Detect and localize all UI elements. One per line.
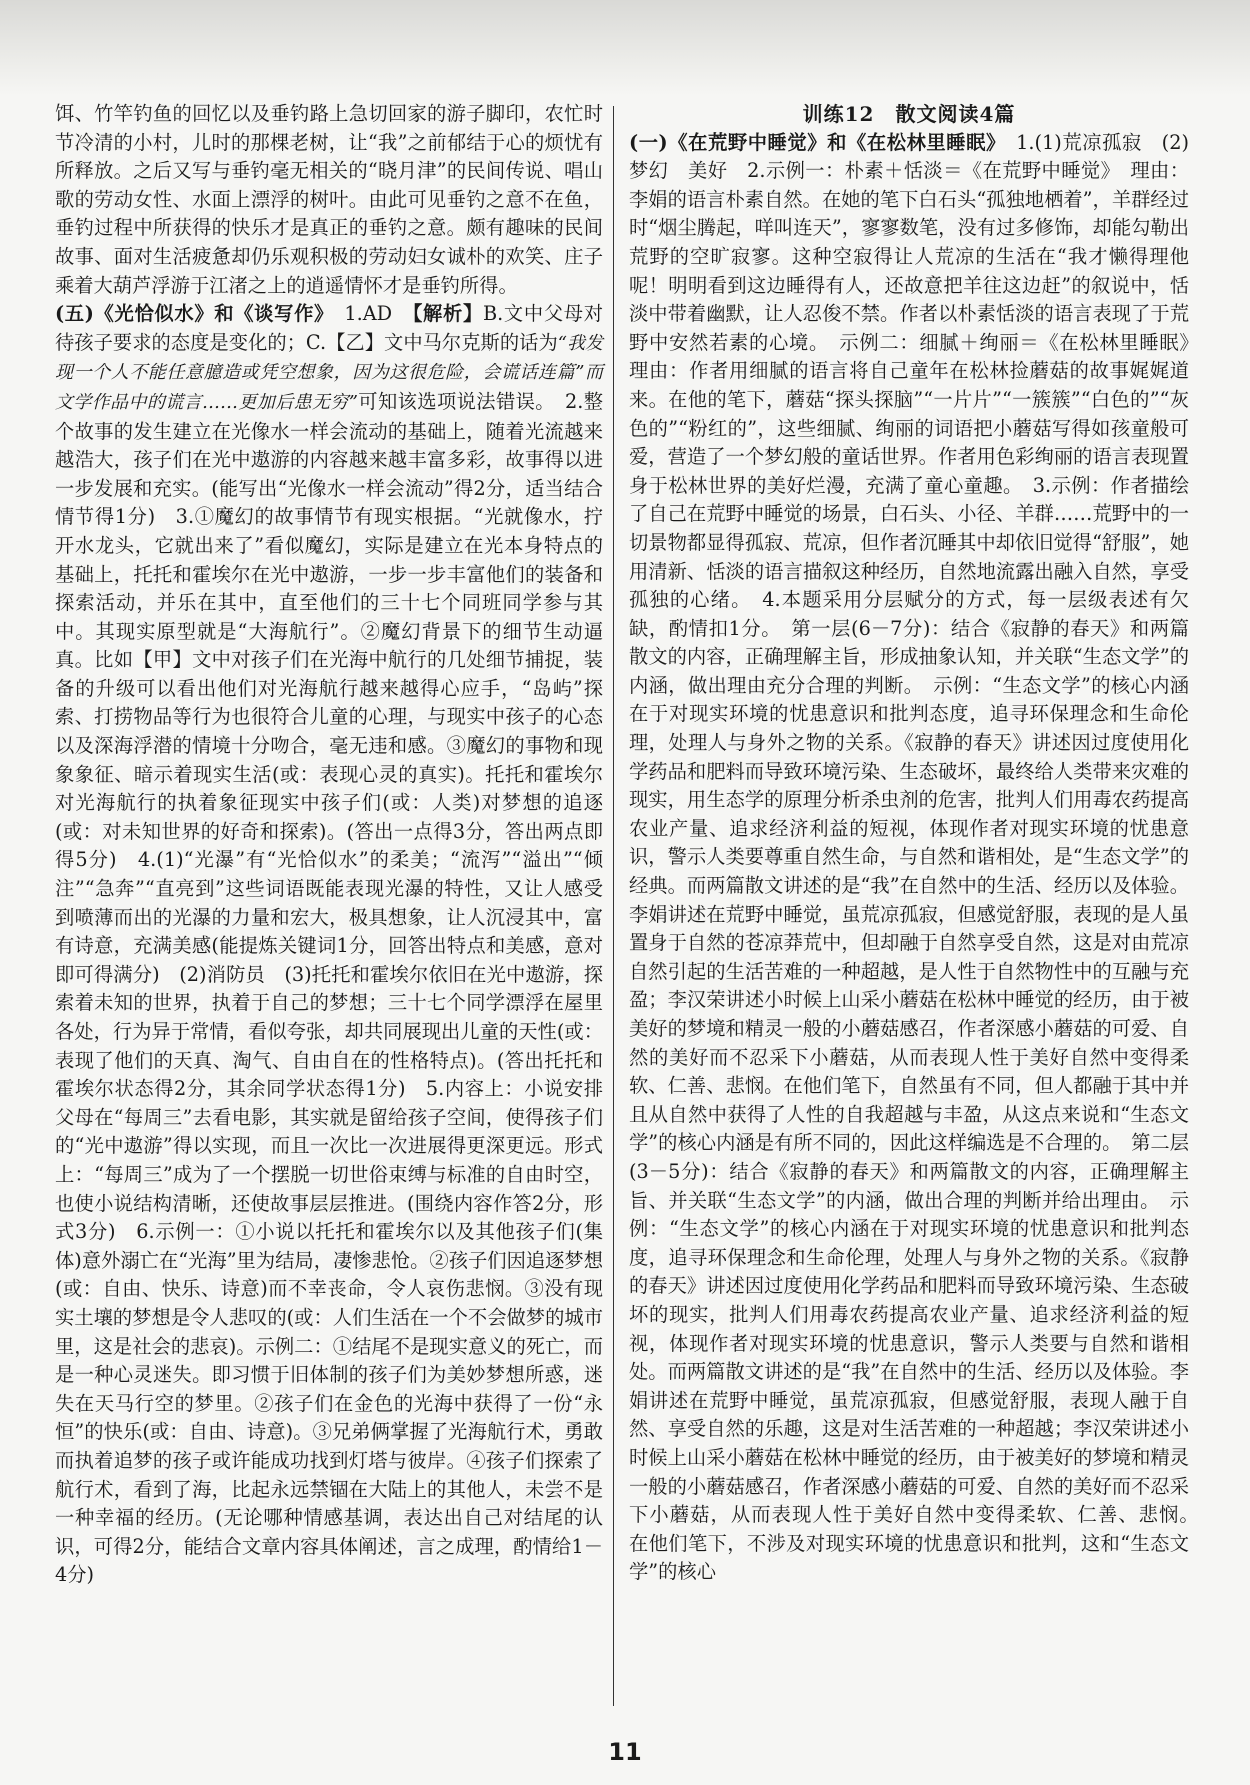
section-heading: (五)《光恰似水》和《谈写作》 bbox=[55, 302, 325, 326]
quoted-text: “我发现一个人不能任意臆造或凭空想象，因为这很危险，会谎话连篇”而文学作品中的谎言……更加后患无穷” bbox=[55, 332, 603, 413]
right-column bbox=[629, 100, 1209, 1740]
section-title: 训练12 散文阅读4篇 bbox=[802, 102, 1016, 126]
section-heading: (一)《在荒野中睡觉》和《在松林里睡眠》 bbox=[629, 130, 997, 154]
paragraph: 饵、竹竿钓鱼的回忆以及垂钓路上急切回家的游子脚印，农忙时节冷清的小村，儿时的那棵老树，让“我”之前郁结于心的烦忧有所释放。之后又写与垂钓毫无相关的“晓月津”的民间传说、唱山歌的劳动女性、水面上漂浮的树叶。由此可见垂钓之意不在鱼，垂钓过程中所获得的快乐才是真正的垂钓之意。颇有趣味的民间故事、面对生活疲惫却仍乐观积极的劳动妇女诚朴的欢笑、庄子乘着大葫芦浮游于江渚之上的逍遥情怀才是垂钓所得。 bbox=[55, 102, 603, 297]
page-number: 11 bbox=[608, 1738, 642, 1766]
paragraph: (一)《在荒野中睡觉》和《在松林里睡眠》 1.(1)荒凉孤寂 (2)梦幻 美好 2.示例一：朴素＋恬淡＝《在荒野中睡觉》 理由：李娟的语言朴素自然。在她的笔下白石头“孤独地栖着”，羊群经过时“烟尘腾起，咩叫连天”，寥寥数笔，没有过多修饰，却能勾勒出荒野的空旷寂寥。这种空寂得让人荒凉的生活在“我才懒得理他呢！明明看到这边睡得有人，还故意把羊往这边赶”的叙说中，恬淡中带着幽默，让人忍俊不禁。作者以朴素恬淡的语言表现了于荒野中安然若素的心境。 示例二：细腻＋绚丽＝《在松林里睡眠》 理由：作者用细腻的语言将自己童年在松林捡蘑菇的故事娓娓道来。在他的笔下，蘑菇“探头探脑”“一片片”“一簇簇”“白色的”“灰色的”“粉红的”，这些细腻、绚丽的词语把小蘑菇写得如孩童般可爱，营造了一个梦幻般的童话世界。作者用色彩绚丽的语言表现置身于松林世界的美好烂漫，充满了童心童趣。 3.示例：作者描绘了自己在荒野中睡觉的场景，白石头、小径、羊群……荒野中的一切景物都显得孤寂、荒凉，但作者沉睡其中却依旧觉得“舒服”，她用清新、恬淡的语言描叙这种经历，自然地流露出融入自然，享受孤独的心绪。 4.本题采用分层赋分的方式，每一层级表述有欠缺，酌情扣1分。 第一层(6－7分)：结合《寂静的春天》和两篇散文的内容，正确理解主旨，形成抽象认知，并关联“生态文学”的内涵，做出理由充分合理的判断。 示例：“生态文学”的核心内涵在于对现实环境的忧患意识和批判态度，追寻环保理念和生命伦理，处理人与身外之物的关系。《寂静的春天》讲述因过度使用化学药品和肥料而导致环境污染、生态破坏，最终给人类带来灾难的现实，用生态学的原理分析杀虫剂的危害，批判人们用毒农药提高农业产量、追求经济利益的短视，体现作者对现实环境的忧患意识，警示人类要尊重自然生命，与自然和谐相处，是“生态文学”的经典。而两篇散文讲述的是“我”在自然中的生活、经历以及体验。李娟讲述在荒野中睡觉，虽荒凉孤寂，但感觉舒服，表现的是人虽置身于自然的苍凉莽荒中，但却融于自然享受自然，这是对由荒凉自然引起的生活苦难的一种超越，是人性于自然物性中的互融与充盈；李汉荣讲述小时候上山采小蘑菇在松林中睡觉的经历，由于被美好的梦境和精灵一般的小蘑菇感召，作者深感小蘑菇的可爱、自然的美好而不忍采下小蘑菇，从而表现人性于美好自然中变得柔软、仁善、悲悯。在他们笔下，自然虽有不同，但人都融于其中并且从自然中获得了人性的自我超越与丰盈，从这点来说和“生态文学”的核心内涵是有所不同的，因此这样编选是不合理的。 第二层(3－5分)：结合《寂静的春天》和两篇散文的内容，正确理解主旨、并关联“生态文学”的内涵，做出合理的判断并给出理由。 示例：“生态文学”的核心内涵在于对现实环境的忧患意识和批判态度，追寻环保理念和生命伦理，处理人与身外之物的关系。《寂静的春天》讲述因过度使用化学药品和肥料而导致环境污染、生态破坏的现实，批判人们用毒农药提高农业产量、追求经济利益的短视，体现作者对现实环境的忧患意识，警示人类要与自然和谐相处。而两篇散文讲述的是“我”在自然中的生活、经历以及体验。李娟讲述在荒野中睡觉，虽荒凉孤寂，但感觉舒服，表现人融于自然、享受自然的乐趣，这是对生活苦难的一种超越；李汉荣讲述小时候上山采小蘑菇在松林中睡觉的经历，由于被美好的梦境和精灵一般的小蘑菇感召，作者深感小蘑菇的可爱、自然的美好而不忍采下小蘑菇，从而表现人性于美好自然中变得柔软、仁善、悲悯。 在他们笔下，不涉及对现实环境的忧患意识和批判，这和“生态文学”的核心 bbox=[629, 130, 1209, 1584]
paragraph: (五)《光恰似水》和《谈写作》 1.AD 【解析】B.文中父母对待孩子要求的态度是变化的；C.【乙】文中马尔克斯的话为“我发现一个人不能任意臆造或凭空想象，因为这很危险，会谎话连篇”而文学作品中的谎言……更加后患无穷”可知该选项说法错误。 2.整个故事的发生建立在光像水一样会流动的基础上，随着光流越来越浩大，孩子们在光中遨游的内容越来越丰富多彩，故事得以进一步发展和充实。(能写出“光像水一样会流动”得2分，适当结合情节得1分) 3.①魔幻的故事情节有现实根据。“光就像水，拧开水龙头，它就出来了”看似魔幻，实际是建立在光本身特点的基础上，托托和霍埃尔在光中遨游，一步一步丰富他们的装备和探索活动，并乐在其中，直至他们的三十七个同班同学参与其中。其现实原型就是“大海航行”。②魔幻背景下的细节生动逼真。比如【甲】文中对孩子们在光海中航行的几处细节捕捉，装备的升级可以看出他们对光海航行越来越得心应手，“岛屿”探索、打捞物品等行为也很符合儿童的心理，与现实中孩子的心态以及深海浮潜的情境十分吻合，毫无违和感。③魔幻的事物和现象象征、暗示着现实生活(或：表现心灵的真实)。托托和霍埃尔对光海航行的执着象征现实中孩子们(或：人类)对梦想的追逐(或：对未知世界的好奇和探索)。(答出一点得3分，答出两点即得5分) 4.(1)“光瀑”有“光恰似水”的柔美；“流泻”“溢出”“倾注”“急奔”“直亮到”这些词语既能表现光瀑的特性，又让人感受到喷薄而出的光瀑的力量和宏大，极具想象，让人沉浸其中，富有诗意，充满美感(能提炼关键词1分，回答出特点和美感，意对即可得满分) (2)消防员 (3)托托和霍埃尔依旧在光中遨游，探索着未知的世界，执着于自己的梦想；三十七个同学漂浮在屋里各处，行为异于常情，看似夸张，却共同展现出儿童的天性(或：表现了他们的天真、淘气、自由自在的性格特点)。(答出托托和霍埃尔状态得2分，其余同学状态得1分) 5.内容上：小说安排父母在“每周三”去看电影，其实就是留给孩子空间，使得孩子们的“光中遨游”得以实现，而且一次比一次进展得更深更远。形式上：“每周三”成为了一个摆脱一切世俗束缚与标准的自由时空，也使小说结构清晰，还使故事层层推进。(围绕内容作答2分，形式3分) 6.示例一：①小说以托托和霍埃尔以及其他孩子们(集体)意外溺亡在“光海”里为结局，凄惨悲怆。②孩子们因追逐梦想(或：自由、快乐、诗意)而不幸丧命，令人哀伤悲悯。③没有现实土壤的梦想是令人悲叹的(或：人们生活在一个不会做梦的城市里，这是社会的悲哀)。示例二：①结尾不是现实意义的死亡，而是一种心灵迷失。即习惯于旧体制的孩子们为美妙梦想所惑，迷失在天马行空的梦里。②孩子们在金色的光海中获得了一份“永恒”的快乐(或：自由、诗意)。③兄弟俩掌握了光海航行术，勇敢而执着追梦的孩子或许能成功找到灯塔与彼岸。④孩子们探索了航行术，看到了海，比起永远禁锢在大陆上的其他人，未尝不是一种幸福的经历。(无论哪种情感基调，表达出自己对结尾的认识，可得2分，能结合文章内容具体阐述，言之成理，酌情给1－4分) bbox=[55, 302, 604, 1587]
column-divider bbox=[613, 106, 614, 1706]
page-top-shadow bbox=[0, 0, 1250, 96]
analysis-label: 【解析】 bbox=[412, 302, 483, 326]
left-column bbox=[55, 100, 603, 1740]
